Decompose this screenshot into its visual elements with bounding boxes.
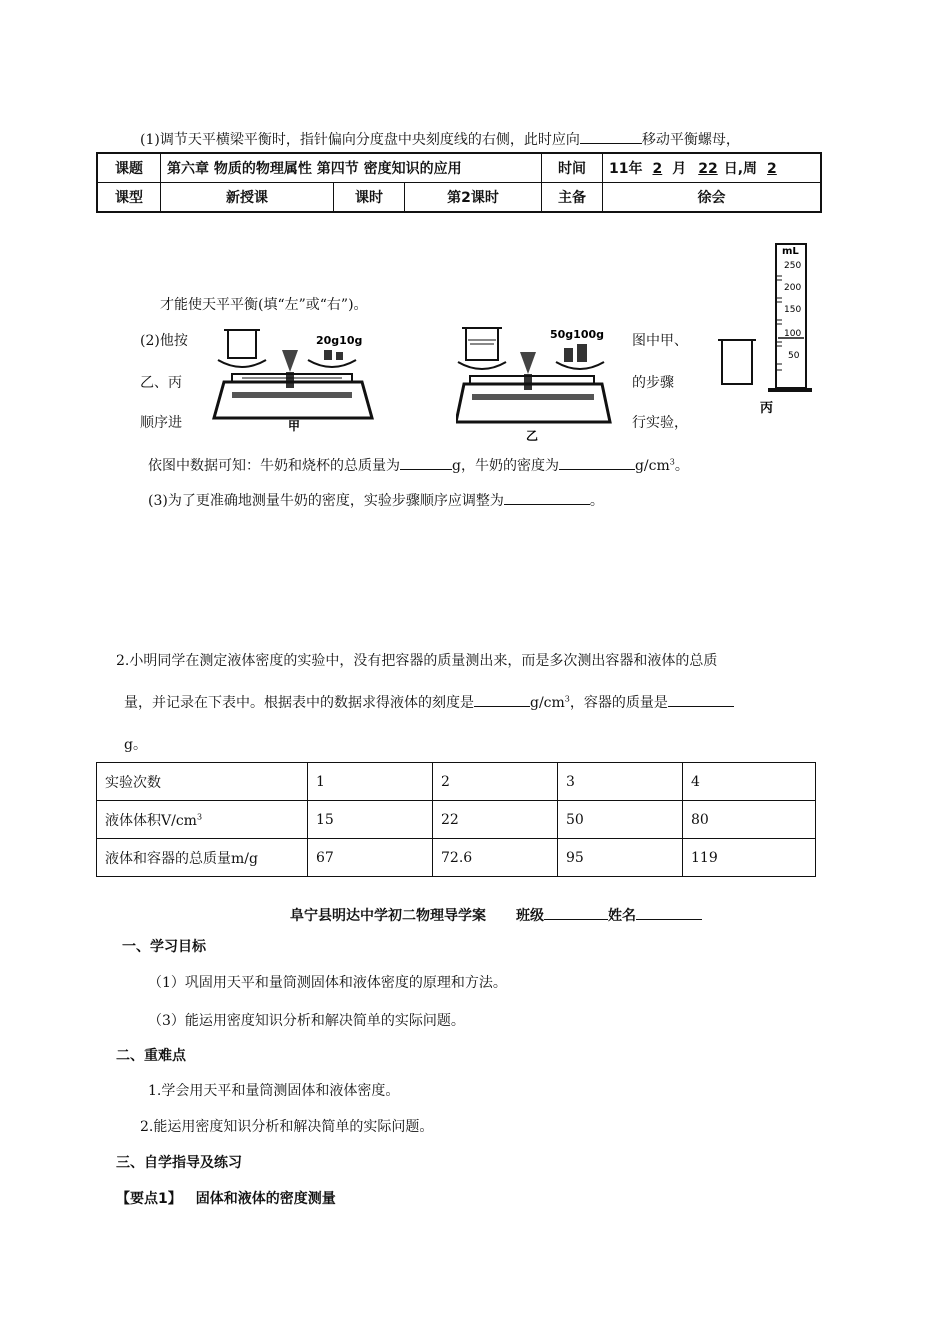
q1-line6: 依图中数据可知：牛奶和烧杯的总质量为 g，牛奶的密度为 $g/cm^3$。: [148, 455, 689, 475]
q1-line5-left: 顺序进: [140, 415, 182, 431]
q1-line3-left: (2)他按: [140, 333, 188, 349]
jia-label: 甲: [288, 419, 301, 432]
answer-blank[interactable]: [504, 490, 590, 505]
header-cell-time-label: 时间: [542, 153, 603, 183]
q2-line1: 2.小明同学在测定液体密度的实验中，没有把容器的质量测出来，而是多次测出容器和液体的总质: [116, 653, 718, 669]
svg-text:100: 100: [784, 329, 802, 339]
header-cell-topic-label: 课题: [97, 153, 161, 183]
header-cell-author-label: 主备: [542, 183, 603, 213]
key-point-item: 1.学会用天平和量筒测固体和液体密度。: [148, 1083, 400, 1099]
answer-blank[interactable]: [668, 692, 734, 707]
cylinder-bing-figure: [712, 238, 820, 416]
answer-blank[interactable]: [474, 692, 530, 707]
bing-label: 丙: [760, 401, 774, 416]
header-cell-type: 新授课: [161, 183, 334, 213]
jia-weights-label: 20g10g: [316, 334, 363, 347]
answer-blank[interactable]: [559, 455, 635, 470]
table-row: 液体和容器的总质量m/g 67 72.6 95 119: [97, 839, 816, 877]
q1-line1-text: (1)调节天平横梁平衡时，指针偏向分度盘中央刻度线的右侧，此时应向: [140, 132, 580, 148]
q1-line1-text-end: 移动平衡螺母，: [641, 132, 740, 148]
svg-text:200: 200: [784, 283, 802, 293]
table-row: 液体体积$V/cm^3$ 15 22 50 80: [97, 801, 816, 839]
key-point-1-heading: 【要点1】 固体和液体的密度测量: [116, 1191, 336, 1207]
measurement-table: [96, 762, 816, 877]
section-heading-goals: 一、学习目标: [122, 939, 206, 955]
answer-blank[interactable]: [580, 129, 642, 144]
header-cell-period: 第2课时: [405, 183, 542, 213]
balance-jia-figure: [212, 322, 382, 432]
header-cell-author: 徐会: [603, 183, 822, 213]
q1-line4-left: 乙、丙: [140, 375, 182, 391]
name-field[interactable]: [636, 905, 702, 920]
svg-text:150: 150: [784, 305, 802, 315]
table-row: 实验次数 1 2 3 4: [97, 763, 816, 801]
q1-line5-right: 行实验，: [632, 415, 688, 431]
class-field[interactable]: [544, 905, 608, 920]
svg-text:50: 50: [788, 351, 800, 361]
lesson-header-table: [96, 152, 822, 213]
header-cell-period-label: 课时: [334, 183, 405, 213]
q1-line4-right: 的步骤: [632, 375, 674, 391]
section-heading-self-study: 三、自学指导及练习: [116, 1155, 242, 1171]
section-heading-key-points: 二、重难点: [116, 1048, 186, 1064]
goal-item: （3）能运用密度知识分析和解决简单的实际问题。: [148, 1013, 465, 1029]
q2-line3: g。: [124, 737, 147, 753]
goal-item: （1）巩固用天平和量筒测固体和液体密度的原理和方法。: [148, 975, 507, 991]
guide-title-line: 阜宁县明达中学初二物理导学案 班级 姓名: [290, 905, 702, 925]
header-cell-date: 11年 2 月 22 日,周 2: [603, 153, 822, 183]
balance-yi-figure: [456, 322, 626, 444]
page-title: 阜宁县明达中学初二物理导学案: [290, 908, 486, 924]
cylinder-unit: mL: [782, 246, 799, 257]
yi-weights-label: 50g100g: [550, 328, 605, 341]
q1-line3-right: 图中甲、: [632, 333, 688, 349]
answer-blank[interactable]: [400, 455, 452, 470]
q2-line2: 量，并记录在下表中。根据表中的数据求得液体的刻度是 $g/cm^3$，容器的质量是: [124, 692, 734, 712]
q1-line7: (3)为了更准确地测量牛奶的密度，实验步骤顺序应调整为 。: [148, 490, 604, 510]
header-cell-type-label: 课型: [97, 183, 161, 213]
header-cell-topic: 第六章 物质的物理属性 第四节 密度知识的应用: [161, 153, 542, 183]
svg-text:250: 250: [784, 261, 802, 271]
q1-line1: [140, 129, 740, 149]
key-point-item: 2.能运用密度知识分析和解决简单的实际问题。: [140, 1119, 434, 1135]
q1-line2: 才能使天平平衡(填“左”或“右”)。: [160, 297, 368, 313]
yi-label: 乙: [526, 429, 539, 443]
